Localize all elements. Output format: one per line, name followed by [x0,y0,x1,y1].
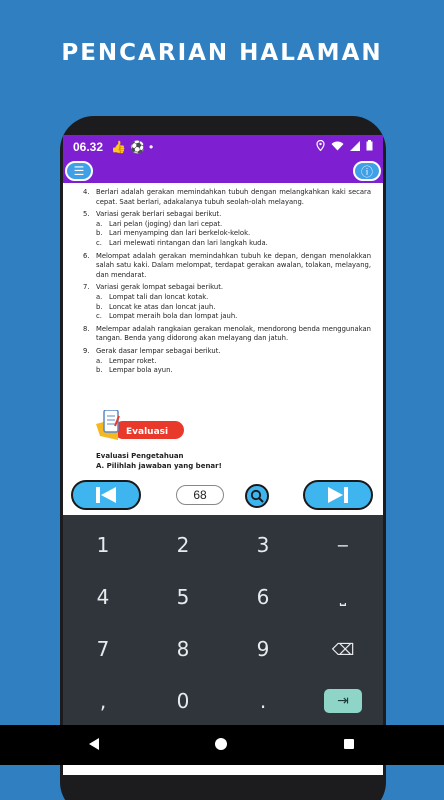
sub-list-text: Lempar bola ayun. [109,366,173,375]
sub-list-text: Lari melewati rintangan dan lari langkah kuda. [109,238,268,247]
list-item-number: 8. [83,324,90,333]
sub-list-letter: c. [96,312,102,321]
tab-icon: ⇥ [324,689,362,713]
signal-icon [350,140,360,154]
key-2[interactable]: 2 [176,533,190,557]
sub-list-letter: b. [96,302,103,311]
key-backspace[interactable]: ⌫ [331,639,355,659]
dot-icon: • [148,140,154,154]
list-item-text: Variasi gerak berlari sebagai berikut. [96,210,222,219]
sub-list-text: Lempar roket. [109,356,157,365]
sub-list-text: Loncat ke atas dan loncat jauh. [109,302,216,311]
list-item [83,347,371,357]
list-item [83,210,371,220]
sub-list-text: Lompat tali dan loncat kotak. [109,292,209,301]
battery-icon [366,140,373,154]
list-item [83,325,371,344]
key-7[interactable]: 7 [96,637,110,661]
list-item-text: Melempar adalah rangkaian gerakan menolak, mendorong benda menggunakan tangan. Benda yang didorong akan melayang dan jatuh. [96,324,371,343]
sub-list-item [96,229,371,239]
page-banner-title: PENCARIAN HALAMAN [61,40,383,66]
page-number-input[interactable]: 68 [176,485,224,505]
key-period[interactable]: . [259,689,267,713]
menu-button[interactable] [65,161,93,181]
skip-back-icon [94,486,118,504]
sub-list-item [96,357,371,367]
last-page-button[interactable] [303,480,373,510]
eval-title: Evaluasi Pengetahuan [96,452,184,460]
list-item-text: Variasi gerak lompat sebagai berikut. [96,283,224,292]
search-page-button[interactable] [245,484,269,508]
key-4[interactable]: 4 [96,585,110,609]
sub-list-letter: a. [96,356,103,365]
first-page-button[interactable] [71,480,141,510]
list-item [83,188,371,207]
numeric-keypad [63,515,383,725]
sub-list-item [96,239,371,249]
key-9[interactable]: 9 [256,637,270,661]
info-button[interactable] [353,161,381,181]
key-comma[interactable]: , [99,689,107,713]
evaluasi-badge [96,410,188,444]
back-icon[interactable] [88,737,100,751]
recents-icon[interactable] [343,738,355,750]
info-icon: ⓘ [360,164,373,179]
key-8[interactable]: 8 [176,637,190,661]
system-navigation-bar [0,725,444,765]
status-time: 06.32 [73,140,104,154]
page-navigation [63,477,383,515]
key-3[interactable]: 3 [256,533,270,557]
list-item-number: 7. [83,283,90,292]
skip-forward-icon [326,486,350,504]
list-item-number: 9. [83,346,90,355]
key-5[interactable]: 5 [176,585,190,609]
key-space[interactable]: ⎵ [339,587,347,606]
sub-list-letter: a. [96,219,103,228]
sub-list-text: Lari pelan (joging) dan lari cepat. [109,219,223,228]
thumbs-up-icon: 👍 [111,140,126,154]
sub-list-text: Lompat meraih bola dan lompat jauh. [109,312,238,321]
home-icon[interactable] [214,737,228,751]
key-tab[interactable] [303,675,383,727]
sub-list-letter: a. [96,292,103,301]
eval-instruction: A. Pilihlah jawaban yang benar! [96,462,222,470]
location-icon [316,140,325,154]
soccer-ball-icon: ⚽ [129,140,145,154]
list-item [83,283,371,293]
sub-list-letter: c. [96,238,102,247]
sub-list-item [96,312,371,322]
list-item-number: 4. [83,188,90,196]
sub-list-text: Lari menyamping dan lari berkelok-kelok. [109,229,251,238]
search-icon [250,489,264,503]
list-item-text: Gerak dasar lempar sebagai berikut. [96,346,221,355]
wifi-icon [331,140,344,154]
list-item-number: 5. [83,210,90,219]
key-0[interactable]: 0 [176,689,190,713]
sub-list-item [96,366,371,376]
sub-list-item [96,220,371,230]
key-minus[interactable]: − [336,535,350,555]
sub-list-item [96,303,371,313]
status-bar [63,135,383,159]
list-item [83,252,371,281]
evaluasi-badge-label: Evaluasi [126,427,169,437]
sub-list-item [96,293,371,303]
app-bar [63,159,383,183]
key-6[interactable]: 6 [256,585,270,609]
hamburger-icon: ☰ [73,164,85,178]
sub-list-letter: b. [96,366,103,375]
list-item-text: Melompat adalah gerakan memindahkan tubuh ke depan, dengan menolakkan salah satu kaki. Dalam melompat, terdapat gerakan awalan, tolakan, melayang, dan mendarat. [96,251,371,279]
list-item-number: 6. [83,251,90,260]
sub-list-letter: b. [96,229,103,238]
key-1[interactable]: 1 [96,533,110,557]
list-item-text: Berlari adalah gerakan memindahkan tubuh dengan melangkahkan kaki secara cepat. Saat berlari, adakalanya tubuh seolah-olah melayang. [96,188,371,206]
